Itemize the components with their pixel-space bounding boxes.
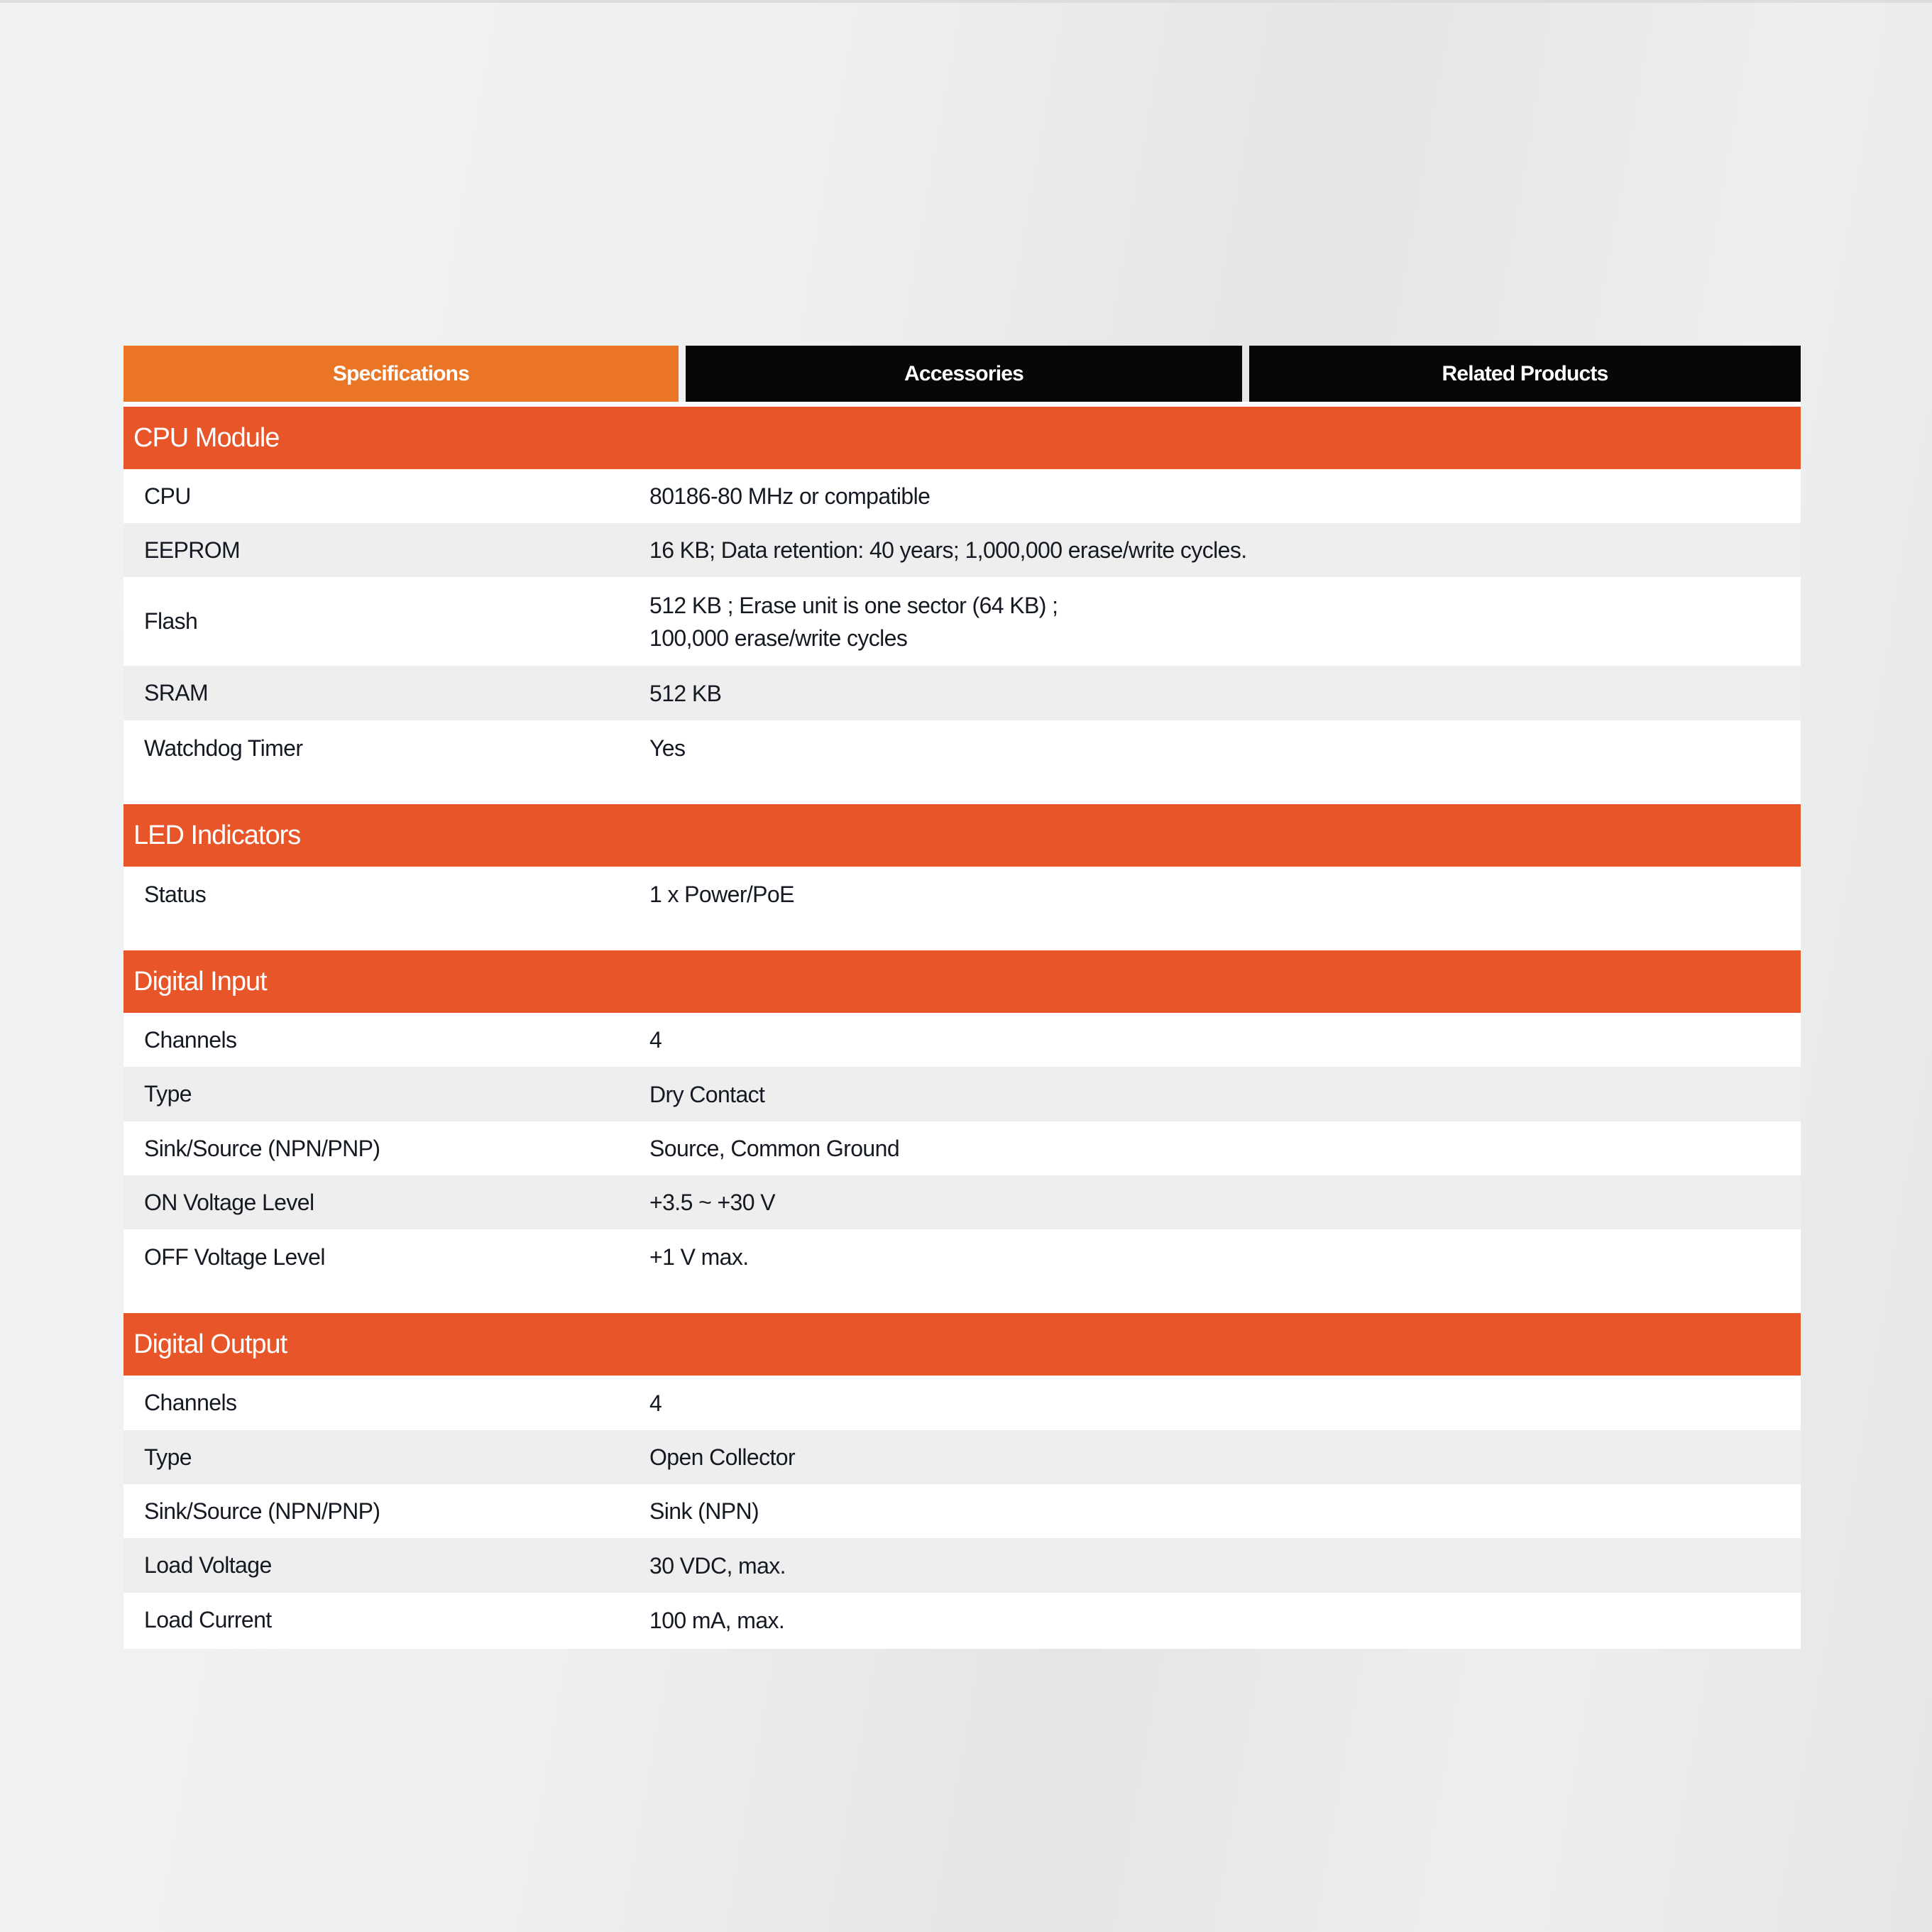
product-spec-panel xyxy=(124,346,1801,1649)
spec-row-do-load-current xyxy=(124,1593,1801,1647)
spec-value: 30 VDC, max. xyxy=(649,1552,786,1579)
spec-value: +3.5 ~ +30 V xyxy=(649,1190,775,1215)
spec-label: Status xyxy=(144,882,207,907)
spec-row-sram xyxy=(124,666,1801,720)
spec-label: Flash xyxy=(144,608,198,634)
spec-label: Channels xyxy=(144,1390,237,1415)
spec-value: Yes xyxy=(649,735,686,761)
spec-row-cpu xyxy=(124,469,1801,523)
spec-value: Source, Common Ground xyxy=(649,1136,900,1161)
spec-label: Load Voltage xyxy=(144,1552,272,1578)
spec-value: 100 mA, max. xyxy=(649,1607,785,1633)
section-header-digital-output: Digital Output xyxy=(124,1313,1801,1376)
spec-table xyxy=(124,407,1801,1649)
spec-label: EEPROM xyxy=(144,537,241,563)
spec-value: 80186-80 MHz or compatible xyxy=(649,483,931,509)
spec-value: 16 KB; Data retention: 40 years; 1,000,000 erase/write cycles. xyxy=(649,537,1247,563)
tab-divider xyxy=(124,402,1801,407)
spec-label: CPU xyxy=(144,483,191,509)
tab-accessories[interactable]: Accessories xyxy=(686,346,1242,402)
spec-row-do-channels xyxy=(124,1376,1801,1430)
spec-value: 4 xyxy=(649,1390,662,1416)
spec-row-flash xyxy=(124,577,1801,666)
spec-label: SRAM xyxy=(144,680,209,706)
spec-row-do-load-voltage xyxy=(124,1538,1801,1593)
spec-value-line: 512 KB ; Erase unit is one sector (64 KB) ; xyxy=(649,592,1058,618)
spec-row-di-on-voltage xyxy=(124,1175,1801,1229)
spec-row-di-type xyxy=(124,1067,1801,1121)
tab-specifications[interactable]: Specifications xyxy=(124,346,679,402)
tab-related-products[interactable]: Related Products xyxy=(1249,346,1801,402)
spec-value-line: 100,000 erase/write cycles xyxy=(649,625,908,651)
spec-label: Sink/Source (NPN/PNP) xyxy=(144,1135,380,1161)
spec-row-watchdog-timer xyxy=(124,720,1801,804)
spec-label: Sink/Source (NPN/PNP) xyxy=(144,1498,380,1524)
spec-label: Channels xyxy=(144,1026,237,1053)
spec-value: 512 KB xyxy=(649,680,722,706)
spec-value: Sink (NPN) xyxy=(649,1498,759,1524)
spec-row-di-sink-source xyxy=(124,1121,1801,1175)
spec-value: Open Collector xyxy=(649,1444,796,1470)
spec-label: Type xyxy=(144,1444,192,1470)
spec-label: Watchdog Timer xyxy=(144,735,303,761)
spec-value: +1 V max. xyxy=(649,1244,749,1270)
background-top-edge xyxy=(0,0,1932,3)
spec-row-status xyxy=(124,867,1801,950)
spec-row-do-type xyxy=(124,1430,1801,1484)
tab-bar xyxy=(124,346,1801,402)
section-header-digital-input: Digital Input xyxy=(124,950,1801,1013)
spec-label: ON Voltage Level xyxy=(144,1189,314,1215)
spec-label: Type xyxy=(144,1081,192,1107)
spec-row-di-channels xyxy=(124,1013,1801,1067)
spec-label: Load Current xyxy=(144,1607,272,1632)
table-bottom-edge xyxy=(124,1647,1801,1649)
spec-value: Dry Contact xyxy=(649,1081,765,1107)
spec-row-do-sink-source xyxy=(124,1484,1801,1538)
spec-value: 1 x Power/PoE xyxy=(649,882,794,907)
spec-value xyxy=(649,589,1801,654)
spec-value: 4 xyxy=(649,1027,662,1053)
spec-row-eeprom xyxy=(124,523,1801,577)
spec-row-di-off-voltage xyxy=(124,1229,1801,1313)
section-header-cpu-module: CPU Module xyxy=(124,407,1801,469)
section-header-led-indicators: LED Indicators xyxy=(124,804,1801,867)
spec-label: OFF Voltage Level xyxy=(144,1244,325,1270)
